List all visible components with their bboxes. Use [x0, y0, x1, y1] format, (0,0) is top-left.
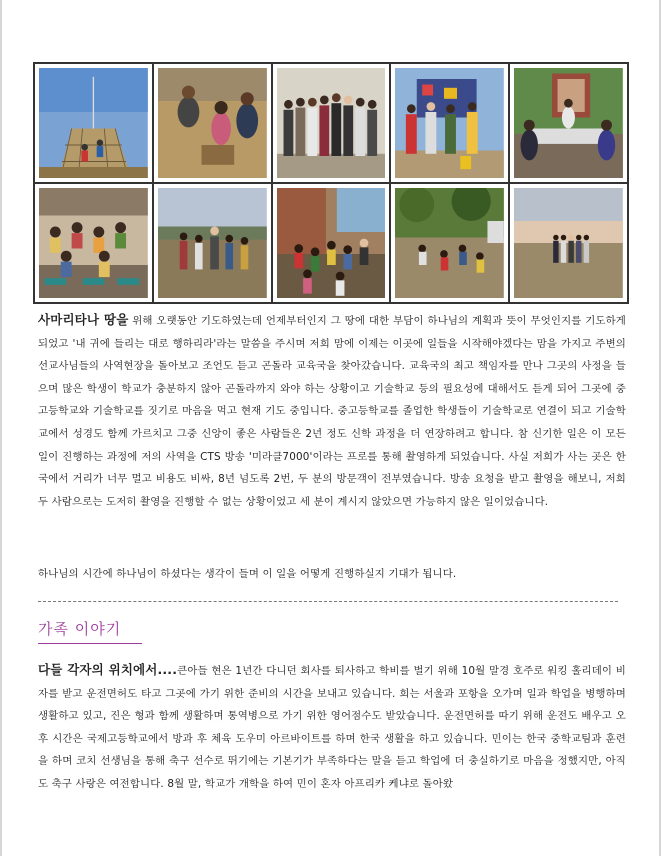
paragraph-lead: 다들 각자의 위치에서....	[38, 662, 178, 677]
photo-classroom-children	[39, 188, 148, 298]
photo-cell	[509, 183, 628, 303]
paragraph-body: 위해 오랫동안 기도하였는데 언제부터인지 그 땅에 대한 부담이 하나님의 계획과 뜻이 무엇인지를 기도하게 되었고 '내 귀에 들리는 대로 행하리라'라는 말씀을 주시며 저희 맘에 이제는 이곳에 일들을 시작해야겠다는 맘을 가지고 주변의 선교사님들의 사역현장을 돌아보고 조언도 듣고 곤돌라 교육국을 찾아갔습니다. 교육국의 최고 책임자를 만나 그곳의 사정을 들으며 많은 학생이 학교가 충분하지 않아 곤돌라까지 와야 하는 상황이고 기술학교 등의 필요성에 대해서도 듣게 되어 그곳에 중고등학교와 기술학교를 짓기로 마음을 먹고 현재 기도 중입니다. 중고등학교를 졸업한 학생들이 기술학교로 연결이 되고 기술학교에서 성경도 함께 가르치고 그중 신앙이 좋은 사람들은 2년 정도 신학 과정을 더 연장하려고 합니다. 참 신기한 일은 이 모든 일이 진행하는 과정에 저의 사역을 CTS 방송 '미라클7000'이라는 프로를 통해 촬영하게 되었습니다. 사실 저희가 사는 곳은 한국에서 거리가 너무 멀고 비용도 비싸, 8년 넘도록 2번, 두 분의 방문객이 전부였습니다. 방송 요청을 받고 촬영을 해보니, 저희 두 사람으로는 도저히 촬영을 진행할 수 없는 상황이었고 세 분이 계시지 않았으면 가능하지 않은 일이었습니다.	[38, 315, 626, 508]
paragraph-family	[38, 659, 626, 796]
photo-trees-dirt-yard	[395, 188, 504, 298]
paragraph-closing	[38, 563, 626, 586]
section-divider	[38, 601, 618, 602]
photo-cell	[34, 63, 153, 183]
photo-people-kneeling	[158, 68, 267, 178]
paragraph-body: 큰아들 현은 1년간 다니던 회사를 퇴사하고 학비를 벌기 위해 10월 말경 호주로 워킹 홀리데이 비자를 받고 운전면허도 타고 그곳에 가기 위한 준비의 시간을 보내고 있습니다. 희는 서울과 포항을 오가며 일과 학업을 병행하며 생활하고 있고, 진은 형과 함께 생활하며 통역병으로 가기 위한 영어점수도 받았습니다. 운전면허를 따기 위해 운전도 배우고 오후 시간은 국제고등학교에서 방과 후 체육 도우미 아르바이트를 하며 한국 생활을 하고 있습니다. 민이는 한국 중학교팀과 훈련을 하며 코치 선생님을 통해 축구 선수로 뛰기에는 기본기가 부족하다는 말을 듣고 학업에 더 충실하기로 마음을 정했지만, 아직도 축구 사랑은 여전합니다. 8월 말, 학교가 개학을 하여 민이 혼자 아프리카 케냐로 돌아왔	[38, 665, 626, 790]
photo-table-indoors	[514, 68, 623, 178]
photo-group-room	[277, 68, 386, 178]
photo-cell	[153, 183, 272, 303]
page-edge	[0, 0, 2, 856]
photo-group-outdoor-cloth	[395, 68, 504, 178]
photo-cell	[509, 63, 628, 183]
photo-cell	[390, 63, 509, 183]
photo-field-dusk	[158, 188, 267, 298]
section-heading-family: 가족 이야기	[38, 618, 142, 644]
photo-cell	[34, 183, 153, 303]
photo-scaffold-tower	[39, 68, 148, 178]
paragraph-samaritana	[38, 309, 626, 513]
photo-cell	[272, 63, 391, 183]
photo-grid	[33, 62, 629, 304]
paragraph-body: 하나님의 시간에 하나님이 하셨다는 생각이 들며 이 일을 어떻게 진행하실지 기대가 됩니다.	[38, 568, 457, 580]
paragraph-lead: 사마리타나 땅을	[38, 312, 129, 327]
photo-crowd-brick-building	[277, 188, 386, 298]
photo-cell	[153, 63, 272, 183]
photo-cell	[390, 183, 509, 303]
photo-cell	[272, 183, 391, 303]
photo-open-land-sunset	[514, 188, 623, 298]
